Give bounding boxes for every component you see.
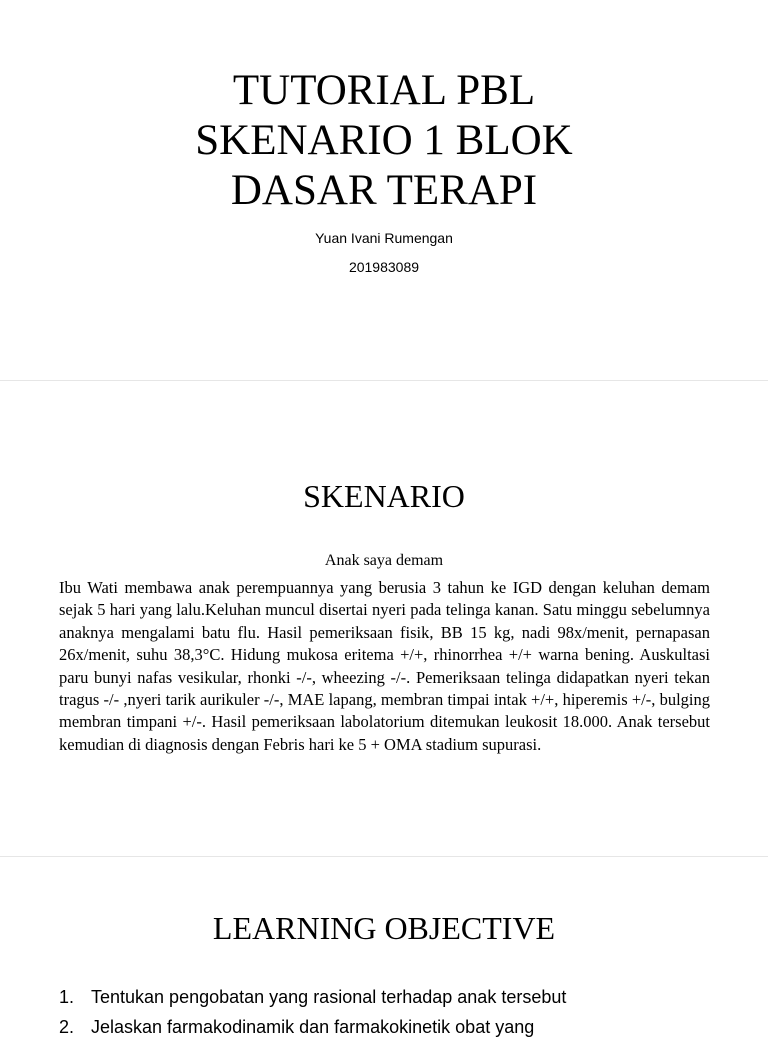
learning-objective-slide	[0, 880, 768, 1037]
slide-divider	[0, 380, 768, 381]
title-line: TUTORIAL PBL	[232, 67, 536, 114]
title-line: SKENARIO 1 BLOK	[195, 117, 573, 164]
list-item	[59, 982, 739, 1012]
learning-objective-heading: LEARNING OBJECTIVE	[212, 910, 556, 946]
objective-text: Jelaskan farmakodinamik dan farmakokinetik obat yang	[91, 1017, 535, 1037]
student-id: 201983089	[348, 259, 420, 275]
presentation-title	[0, 66, 768, 216]
list-number: 2.	[59, 1017, 75, 1037]
scenario-subtitle: Anak saya demam	[324, 552, 444, 569]
objective-text: Tentukan pengobatan yang rasional terhadap anak tersebut	[91, 987, 567, 1007]
title-slide	[0, 0, 768, 300]
scenario-body: Ibu Wati membawa anak perempuannya yang berusia 3 tahun ke IGD dengan keluhan demam sejak 5 hari yang lalu.Keluhan muncul disertai nyeri pada telinga kanan. Satu minggu sebelumnya anaknya mengalami batu flu. Hasil pemeriksaan fisik, BB 15 kg, nadi 98x/menit, pernapasan 26x/menit, suhu 38,3°C. Hidung mukosa eritema +/+, rhinorrhea +/+ warna bening. Auskultasi paru bunyi nafas vesikular, rhonki -/-, wheezing -/-. Pemeriksaan telinga didapatkan nyeri tekan tragus -/- ,nyeri tarik aurikuler -/-, MAE lapang, membran timpai intak +/+, hiperemis +/-, bulging membran timpani +/-. Hasil pemeriksaan labolatorium ditemukan leukosit 18.000. Anak tersebut kemudian di diagnosis dengan Febris hari ke 5 + OMA stadium supurasi.	[59, 578, 710, 754]
slide-divider	[0, 856, 768, 857]
objective-list	[59, 982, 739, 1042]
list-item	[59, 1012, 739, 1042]
list-number: 1.	[59, 987, 75, 1007]
scenario-slide	[0, 440, 768, 840]
author-name: Yuan Ivani Rumengan	[315, 230, 453, 246]
scenario-heading: SKENARIO	[303, 478, 465, 514]
title-line: DASAR TERAPI	[230, 167, 538, 214]
